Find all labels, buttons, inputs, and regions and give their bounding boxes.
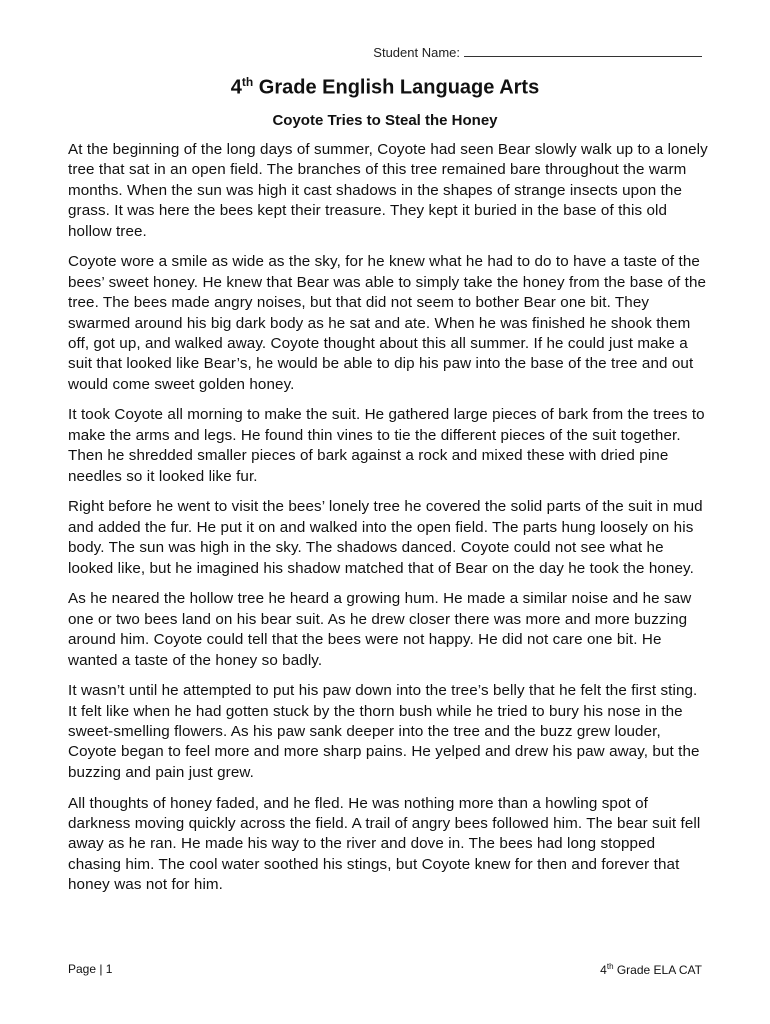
paragraph: Right before he went to visit the bees’ lonely tree he covered the solid parts of the suit in mud and added the fur. He put it on and walked into the open field. The parts hung loosely on his body. The sun was high in the sky. The shadows danced. Coyote could not see what he looked like, but he imagined his shadow matched that of Bear on the day he took the honey. xyxy=(68,498,703,577)
title-number: 4 xyxy=(230,76,242,99)
paragraph: Coyote wore a smile as wide as the sky, for he knew what he had to do to have a taste of the bees’ sweet honey. He knew that Bear was able to simply take the honey from the base of the tree. The bees made angry noises, but that did not seem to bother Bear one bit. They swarmed around his big dark body as he sat and ate. When he was finished he shook them off, got up, and walked away. Coyote thought about this all summer. If he could just make a suit that looked like Bear’s, he would be able to dip his paw into the base of the tree and out would come sweet golden honey. xyxy=(68,253,707,393)
paragraph: It wasn’t until he attempted to put his paw down into the tree’s belly that he felt the first sting. It felt like when he had gotten stuck by the thorn bush while he tried to bury his nose in the sweet-smelling flowers. As his paw sank deeper into the tree and the buzz grew louder, Coyote began to feel more and more sharp pains. He yelped and drew his paw away, but the buzzing and pain just grew. xyxy=(68,682,700,781)
footer-ordinal-suffix: th xyxy=(606,962,614,971)
paragraph: It took Coyote all morning to make the suit. He gathered large pieces of bark from the trees to make the arms and legs. He found thin vines to tie the different pieces of the suit together. Then he shredded smaller pieces of bark against a rock and mixed these with dried pine needles so it looked like fur. xyxy=(68,406,705,485)
student-name-blank-line[interactable] xyxy=(464,46,702,57)
story-title: Coyote Tries to Steal the Honey xyxy=(272,112,498,129)
paragraph: At the beginning of the long days of summer, Coyote had seen Bear slowly walk up to a lonely tree that sat in an open field. The branches of this tree remained bare throughout the warm months. When the sun was high it cast shadows in the shapes of strange insects upon the grass. It was here the bees kept their treasure. They kept it buried in the base of this old hollow tree. xyxy=(68,141,708,240)
page-number: Page | 1 xyxy=(68,962,113,976)
story-body xyxy=(68,140,708,906)
title-ordinal-suffix: th xyxy=(241,75,254,89)
footer-text: Grade ELA CAT xyxy=(613,963,702,977)
student-name-label: Student Name: xyxy=(373,45,460,60)
paragraph: As he neared the hollow tree he heard a growing hum. He made a similar noise and he saw one or two bees land on his bear suit. As he drew closer there was more and more buzzing around him. Coyote could tell that the bees were not happy. He did not care one bit. He wanted a taste of the honey so badly. xyxy=(68,590,692,669)
page-title xyxy=(0,75,770,100)
paragraph: All thoughts of honey faded, and he fled. He was nothing more than a howling spot of darkness moving quickly across the field. A trail of angry bees followed him. The bear suit fell away as he ran. He made his way to the river and dove in. The bees had long stopped chasing him. The cool water soothed his stings, but Coyote knew for then and forever that honey was not for him. xyxy=(68,794,701,894)
footer-number: 4 xyxy=(600,963,607,977)
student-name-field xyxy=(373,45,702,60)
title-text: Grade English Language Arts xyxy=(253,76,540,99)
footer-course-label xyxy=(600,962,702,977)
